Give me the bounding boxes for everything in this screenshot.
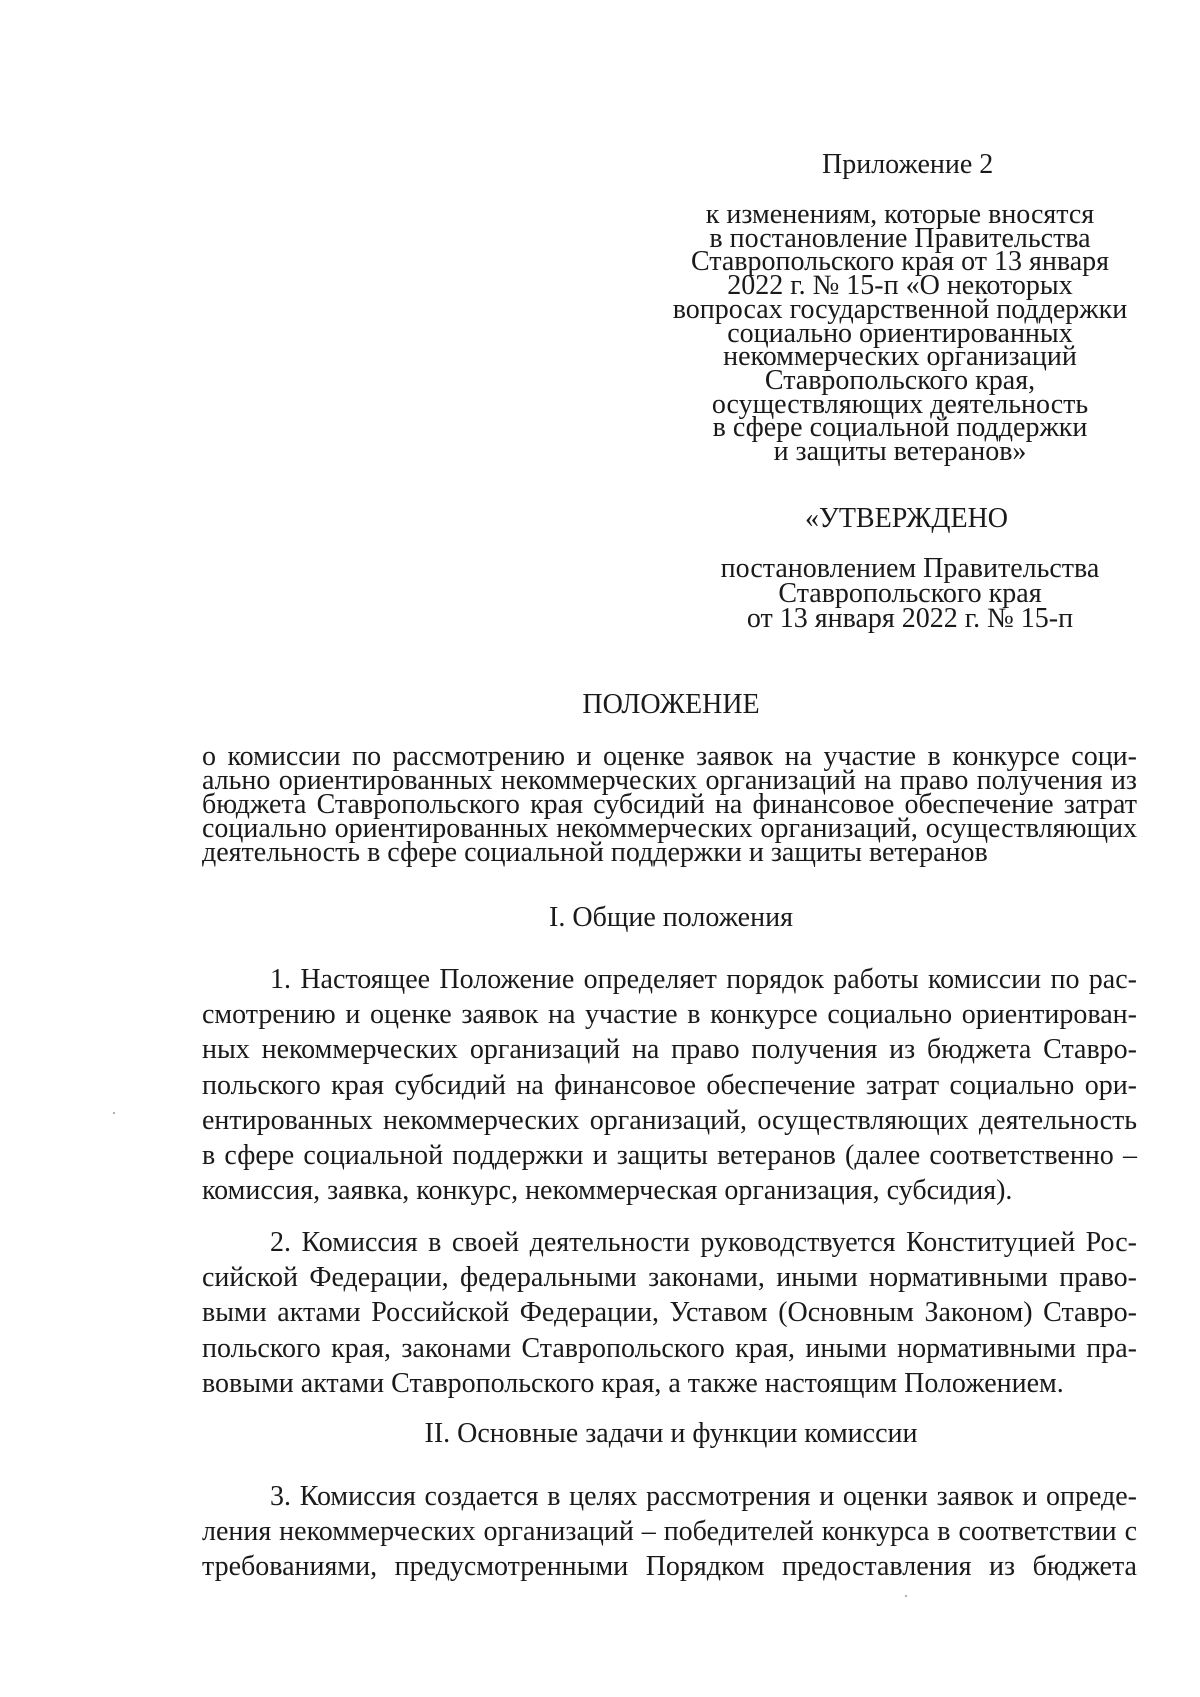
subtitle-line: бюджета Ставропольского края субсидий на финансовое обеспечение затрат — [202, 789, 1137, 820]
appendix-line: в постановление Правительства — [709, 222, 1091, 254]
approved-line: Ставропольского края — [778, 578, 1042, 609]
paragraph-line: польского края, законами Ставропольского края, иными нормативными пра- — [202, 1332, 1137, 1364]
appendix-line: к изменениям, которые вносятся — [705, 199, 1095, 230]
paragraph-line: требованиями, предусмотренными Порядком предоставления из бюджета — [202, 1551, 1137, 1583]
document-title: ПОЛОЖЕНИЕ — [582, 689, 760, 720]
scan-speck — [113, 1112, 115, 1114]
paragraph-1 — [202, 962, 1137, 1208]
paragraph-line: в сфере социальной поддержки и защиты ветеранов (далее соответственно – — [202, 1140, 1137, 1172]
section-heading-tasks: II. Основные задачи и функции комиссии — [424, 1418, 918, 1449]
appendix-line: 2022 г. № 15-п «О некоторых — [727, 270, 1073, 302]
paragraph-line: 3. Комиссия создается в целях рассмотрения и оценки заявок и опреде- — [270, 1481, 1137, 1512]
appendix-title: Приложение 2 — [822, 149, 994, 180]
subtitle-line: деятельность в сфере социальной поддержки и защиты ветеранов — [202, 837, 988, 868]
paragraph-line: 2. Комиссия в своей деятельности руководствуется Конституцией Рос- — [270, 1227, 1137, 1258]
approved-reference — [700, 553, 1120, 634]
paragraph-line: сийской Федерации, федеральными законами, иными нормативными право- — [202, 1262, 1137, 1294]
paragraph-2 — [202, 1225, 1137, 1401]
appendix-line: в сфере социальной поддержки — [712, 412, 1088, 444]
paragraph-line: ентированных некоммерческих организаций, осуществляющих деятельность — [202, 1104, 1137, 1136]
document-subtitle — [202, 741, 1137, 868]
paragraph-line: 1. Настоящее Положение определяет порядок работы комиссии по рас- — [270, 964, 1137, 995]
paragraph-line: выми актами Российской Федерации, Уставом (Основным Законом) Ставро- — [202, 1297, 1137, 1329]
approved-line: от 13 января 2022 г. № 15-п — [746, 603, 1074, 634]
approved-line: постановлением Правительства — [720, 553, 1100, 584]
appendix-line: Ставропольского края от 13 января — [690, 246, 1110, 278]
paragraph-line: ления некоммерческих организаций – победителей конкурса в соответствии с — [202, 1516, 1137, 1548]
paragraph-line: польского края субсидий на финансовое обеспечение затрат социально ори- — [202, 1069, 1137, 1101]
appendix-reference — [660, 199, 1140, 468]
appendix-line: некоммерческих организаций — [723, 341, 1077, 373]
section-heading-general: I. Общие положения — [549, 902, 793, 933]
subtitle-line: социально ориентированных некоммерческих организаций, осуществляющих — [202, 813, 1137, 844]
paragraph-line: комиссия, заявка, конкурс, некоммерческая организация, субсидия). — [202, 1175, 1013, 1207]
subtitle-line: о комиссии по рассмотрению и оценке заявок на участие в конкурсе соци- — [202, 741, 1137, 772]
paragraph-line: смотрению и оценке заявок на участие в конкурсе социально ориентирован- — [202, 999, 1137, 1031]
appendix-line: осуществляющих деятельность — [711, 388, 1089, 420]
approved-stamp-title: «УТВЕРЖДЕНО — [805, 503, 1009, 534]
appendix-line: социально ориентированных — [727, 317, 1073, 349]
appendix-line: вопросах государственной поддержки — [672, 293, 1128, 325]
paragraph-3 — [202, 1479, 1137, 1585]
paragraph-line: вовыми актами Ставропольского края, а также настоящим Положением. — [202, 1367, 1064, 1399]
paragraph-line: ных некоммерческих организаций на право получения из бюджета Ставро- — [202, 1034, 1137, 1066]
appendix-line: и защиты ветеранов» — [773, 436, 1027, 468]
subtitle-line: ально ориентированных некоммерческих организаций на право получения из — [202, 765, 1137, 796]
scan-speck — [905, 1595, 907, 1597]
appendix-line: Ставропольского края, — [764, 364, 1036, 396]
